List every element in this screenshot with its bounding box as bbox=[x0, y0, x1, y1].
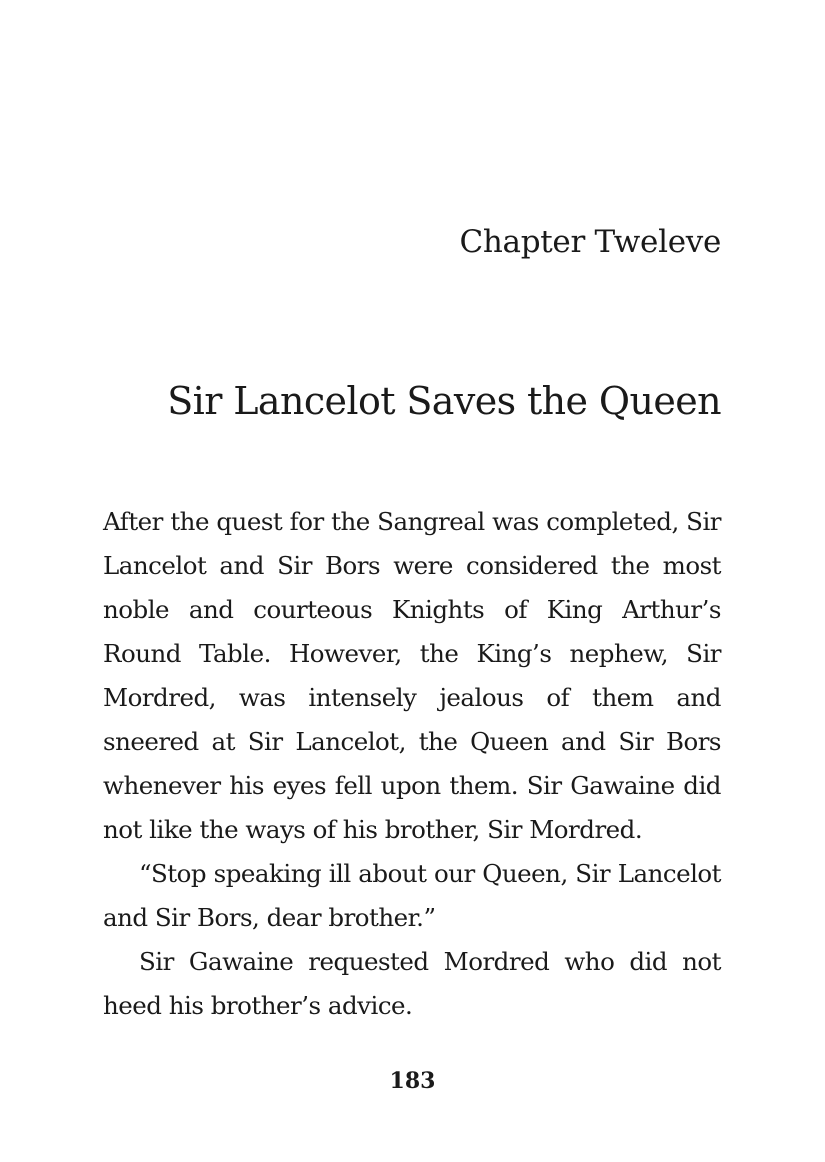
chapter-title: Sir Lancelot Saves the Queen bbox=[167, 379, 721, 423]
chapter-body bbox=[103, 500, 721, 1028]
paragraph: “Stop speaking ill about our Queen, Sir Lancelot and Sir Bors, dear brother.” bbox=[103, 859, 721, 932]
paragraph: Sir Gawaine requested Mordred who did not heed his brother’s advice. bbox=[103, 947, 721, 1020]
paragraph: After the quest for the Sangreal was completed, Sir Lancelot and Sir Bors were considered the most noble and courteous Knights of King Arthur’s Round Table. However, the King’s nephew, Sir Mordred, was intensely jealous of them and sneered at Sir Lancelot, the Queen and Sir Bors whenever his eyes fell upon them. Sir Gawaine did not like the ways of his brother, Sir Mordred. bbox=[103, 507, 721, 844]
page-number: 183 bbox=[389, 1068, 436, 1094]
chapter-label: Chapter Tweleve bbox=[459, 224, 721, 260]
